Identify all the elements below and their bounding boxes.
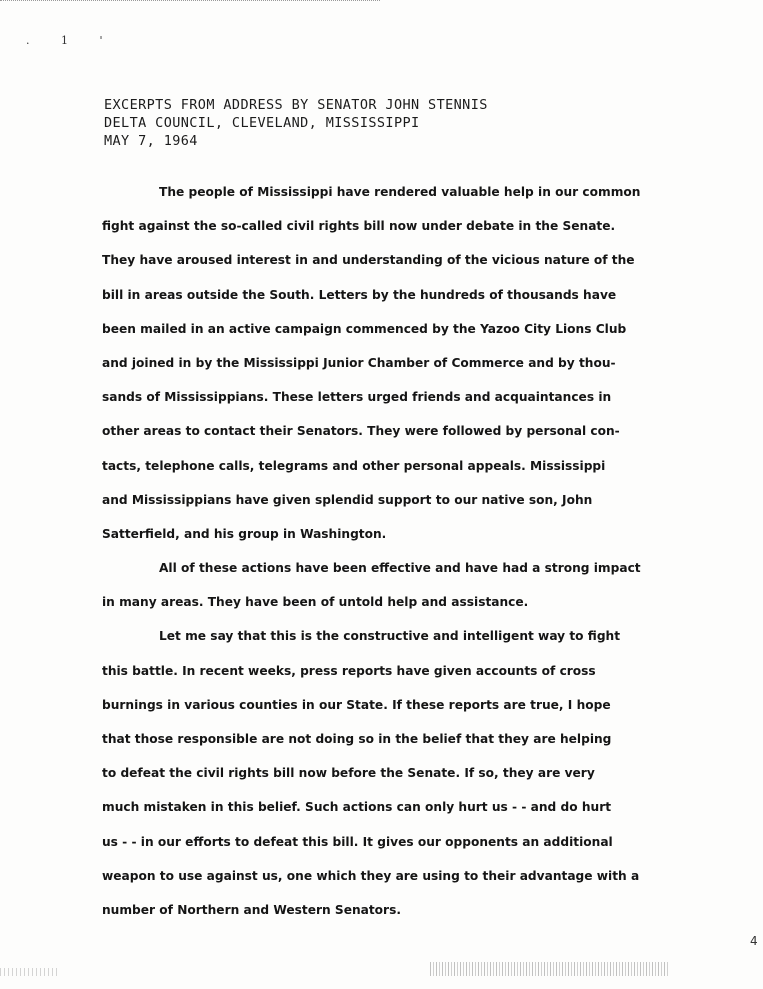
header-venue: DELTA COUNCIL, CLEVELAND, MISSISSIPPI xyxy=(104,115,420,131)
scan-noise-bottom xyxy=(430,962,670,976)
header-title: EXCERPTS FROM ADDRESS BY SENATOR JOHN STENNIS xyxy=(104,97,488,113)
body-line: weapon to use against us, one which they are using to their advantage with a xyxy=(102,868,640,883)
body-line: us - - in our efforts to defeat this bill. It gives our opponents an additional xyxy=(102,834,613,849)
body-line: this battle. In recent weeks, press reports have given accounts of cross xyxy=(102,663,596,678)
body-line: They have aroused interest in and understanding of the vicious nature of the xyxy=(102,253,635,268)
body-line: and Mississippians have given splendid support to our native son, John xyxy=(102,492,593,507)
body-line: tacts, telephone calls, telegrams and other personal appeals. Mississippi xyxy=(102,458,606,473)
body-line: Let me say that this is the constructive and intelligent way to fight xyxy=(159,629,621,644)
body-line: All of these actions have been effective and have had a strong impact xyxy=(159,561,641,576)
body-line: and joined in by the Mississippi Junior Chamber of Commerce and by thou- xyxy=(102,355,616,370)
body-line: in many areas. They have been of untold help and assistance. xyxy=(102,595,529,610)
body-line: been mailed in an active campaign commenced by the Yazoo City Lions Club xyxy=(102,321,627,336)
body-line: fight against the so-called civil rights bill now under debate in the Senate. xyxy=(102,219,616,234)
body-line: to defeat the civil rights bill now before the Senate. If so, they are very xyxy=(102,766,595,781)
stray-marks: . 1 ' xyxy=(26,34,117,47)
body-line: much mistaken in this belief. Such actions can only hurt us - - and do hurt xyxy=(102,800,612,815)
body-line: other areas to contact their Senators. They were followed by personal con- xyxy=(102,424,620,439)
corner-mark: 4 xyxy=(750,934,758,948)
body-line: burnings in various counties in our State. If these reports are true, I hope xyxy=(102,697,611,712)
body-line: The people of Mississippi have rendered valuable help in our common xyxy=(159,185,641,199)
body-line: sands of Mississippians. These letters urged friends and acquaintances in xyxy=(102,390,612,405)
header-date: MAY 7, 1964 xyxy=(104,133,198,149)
document-header xyxy=(104,96,488,150)
body-line: number of Northern and Western Senators. xyxy=(102,902,401,917)
top-perforation xyxy=(0,0,380,1)
body-line: Satterfield, and his group in Washington. xyxy=(102,526,387,541)
body-line: bill in areas outside the South. Letters by the hundreds of thousands have xyxy=(102,287,617,302)
body-line: that those responsible are not doing so in the belief that they are helping xyxy=(102,732,612,746)
document-body xyxy=(102,180,692,932)
scan-noise-left xyxy=(0,968,60,976)
